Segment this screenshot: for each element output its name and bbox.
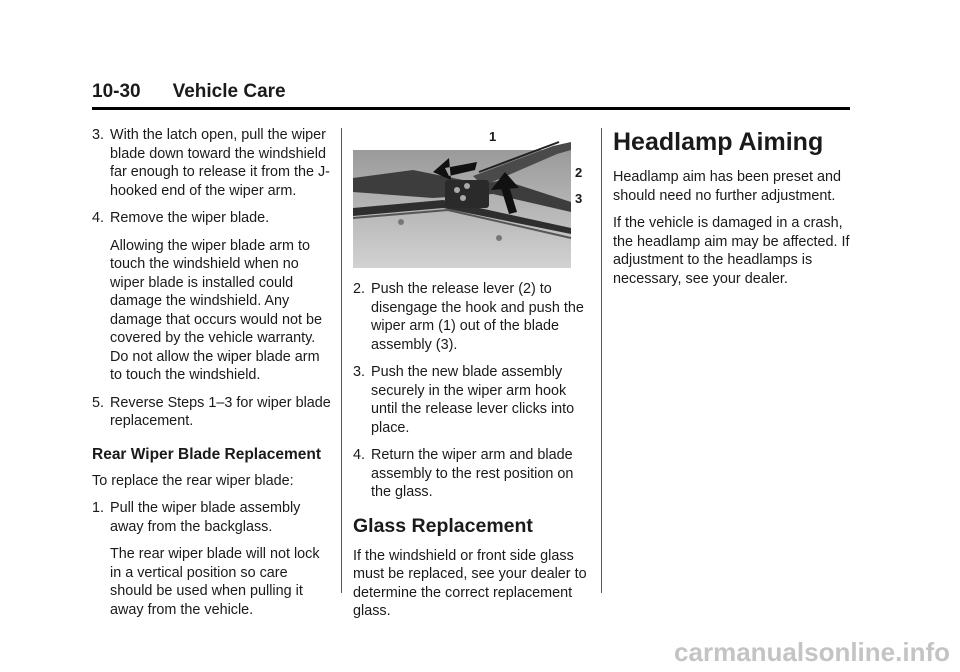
step-item: 3. Push the new blade assembly securely in the wiper arm hook until the release lever clicks into place. [353, 364, 575, 436]
column-divider [341, 128, 342, 593]
wiper-illustration [353, 128, 589, 270]
step-item: 2. Push the release lever (2) to disengage the hook and push the wiper arm (1) out of the blade assembly (3). [353, 281, 584, 353]
step-note: Allowing the wiper blade arm to touch the windshield when no wiper blade is installed could damage the windshield. Any damage that occurs would not be covered by the vehicle warranty. Do not allow the wiper blade arm to touch the windshield. [110, 237, 322, 383]
page-header [92, 81, 850, 103]
callout-label: 2 [575, 165, 583, 180]
intro-text: To replace the rear wiper blade: [92, 472, 294, 489]
step-note: The rear wiper blade will not lock in a vertical position so care should be used when pulling it away from the vehicle. [110, 546, 320, 618]
column-left [92, 126, 332, 628]
page-number: 10-30 [92, 81, 141, 102]
column-right [613, 128, 859, 297]
callout-label: 1 [489, 129, 497, 144]
section-title: Vehicle Care [172, 81, 286, 102]
section-heading: Glass Replacement [353, 514, 533, 537]
body-text: If the vehicle is damaged in a crash, the headlamp aim may be affected. If adjustment to the headlamps is necessary, see your dealer. [613, 215, 850, 287]
column-divider [601, 128, 602, 593]
section-heading: Headlamp Aiming [613, 128, 824, 156]
subsection-heading: Rear Wiper Blade Replacement [92, 445, 321, 463]
body-text: If the windshield or front side glass must be replaced, see your dealer to determine the correct replacement glass. [353, 547, 587, 619]
wiper-arm-diagram [353, 128, 589, 270]
step-item: 4. Remove the wiper blade. [92, 210, 270, 226]
body-text: Headlamp aim has been preset and should need no further adjustment. [613, 169, 841, 204]
callout-label: 3 [575, 191, 583, 206]
header-rule [92, 107, 850, 110]
column-middle [353, 128, 589, 630]
watermark-text: carmanualsonline.info [674, 637, 950, 667]
step-item: 5. Reverse Steps 1–3 for wiper blade replacement. [92, 394, 331, 429]
step-item: 3. With the latch open, pull the wiper blade down toward the windshield far enough to release it from the J-hooked end of the wiper arm. [92, 127, 330, 199]
step-item: 4. Return the wiper arm and blade assembly to the rest position on the glass. [353, 447, 574, 500]
step-item: 1. Pull the wiper blade assembly away from the backglass. [92, 500, 301, 535]
